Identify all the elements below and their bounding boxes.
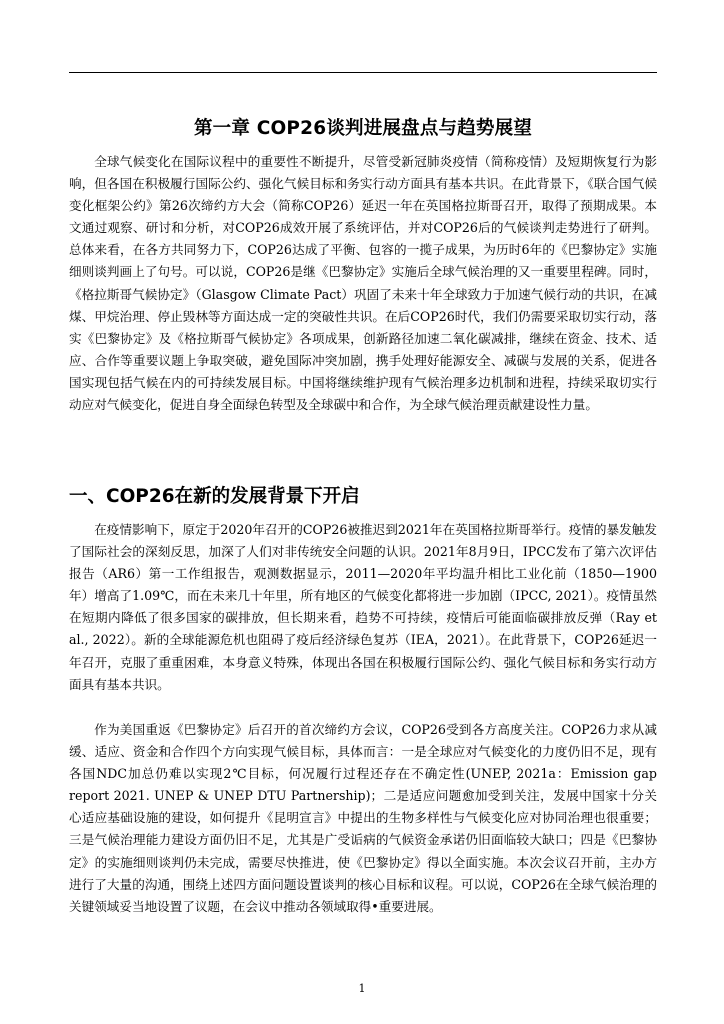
section-paragraph-2: 作为美国重返《巴黎协定》后召开的首次缔约方会议，COP26受到各方高度关注。COP26力求从减缓、适应、资金和合作四个方向实现气候目标，具体而言：一是全球应对气候变化的力度仍旧不足，现有各国NDC加总仍难以实现2℃目标，何况履行过程还存在不确定性(UNEP, 2021a：Emission gap report 2021. UNEP & UNEP DTU Partnership)；二是适应问题愈加受到关注，发展中国家十分关心适应基础设施的建设，如何提升《昆明宣言》中提出的生物多样性与气候变化应对协同治理也很重要；三是气候治理能力建设方面仍旧不足，尤其是广受诟病的气候资金承诺仍旧面临较大缺口；四是《巴黎协定》的实施细则谈判仍未完成，需要尽快推进，使《巴黎协定》得以全面实施。本次会议召开前，主办方进行了大量的沟通，围绕上述四方面问题设置谈判的核心目标和议程。可以说，COP26在全球气候治理的关键领域妥当地设置了议题，在会议中推动各领域取得•重要进展。 [69,722,657,914]
intro-paragraph: 全球气候变化在国际议程中的重要性不断提升，尽管受新冠肺炎疫情（简称疫情）及短期恢复行为影响，但各国在积极履行国际公约、强化气候目标和务实行动方面具有基本共识。在此背景下，《联合国气候变化框架公约》第26次缔约方大会（简称COP26）延迟一年在英国格拉斯哥召开，取得了预期成果。本文通过观察、研讨和分析，对COP26成效开展了系统评估，并对COP26后的气候谈判走势进行了研判。总体来看，在各方共同努力下，COP26达成了平衡、包容的一揽子成果，为历时6年的《巴黎协定》实施细则谈判画上了句号。可以说，COP26是继《巴黎协定》实施后全球气候治理的又一重要里程碑。同时，《格拉斯哥气候协定》（Glasgow Climate Pact）巩固了未来十年全球致力于加速气候行动的共识，在减煤、甲烷治理、停止毁林等方面达成一定的突破性共识。在后COP26时代，我们仍需要采取切实行动，落实《巴黎协定》及《格拉斯哥气候协定》各项成果，创新路径加速二氧化碳减排，继续在资金、技术、适应、合作等重要议题上争取突破，避免国际冲突加剧，携手处理好能源安全、减碳与发展的关系，促进各国实现包括气候在内的可持续发展目标。中国将继续维护现有气候治理多边机制和进程，持续采取切实行动应对气候变化，促进自身全面绿色转型及全球碳中和合作，为全球气候治理贡献建设性力量。 [69,154,657,413]
chapter-title: 第一章 COP26谈判进展盘点与趋势展望 [193,118,533,139]
section-paragraph-1: 在疫情影响下，原定于2020年召开的COP26被推迟到2021年在英国格拉斯哥举行。疫情的暴发触发了国际社会的深刻反思，加深了人们对非传统安全问题的认识。2021年8月9日，IPCC发布了第六次评估报告（AR6）第一工作组报告，观测数据显示，2011—2020年平均温升相比工业化前（1850—1900年）增高了1.09℃，而在未来几十年里，所有地区的气候变化都将进一步加剧（IPCC, 2021）。疫情虽然在短期内降低了很多国家的碳排放，但长期来看，趋势不可持续，疫情后可能面临碳排放反弹（Ray et al., 2022）。新的全球能源危机也阻碍了疫后经济绿色复苏（IEA，2021）。在此背景下，COP26延迟一年召开，克服了重重困难，本身意义特殊，体现出各国在积极履行国际公约、强化气候目标和务实行动方面具有基本共识。 [69,522,657,692]
page-number: 1 [358,982,366,995]
section-heading: 一、COP26在新的发展背景下开启 [69,486,360,507]
header-rule [69,72,657,73]
